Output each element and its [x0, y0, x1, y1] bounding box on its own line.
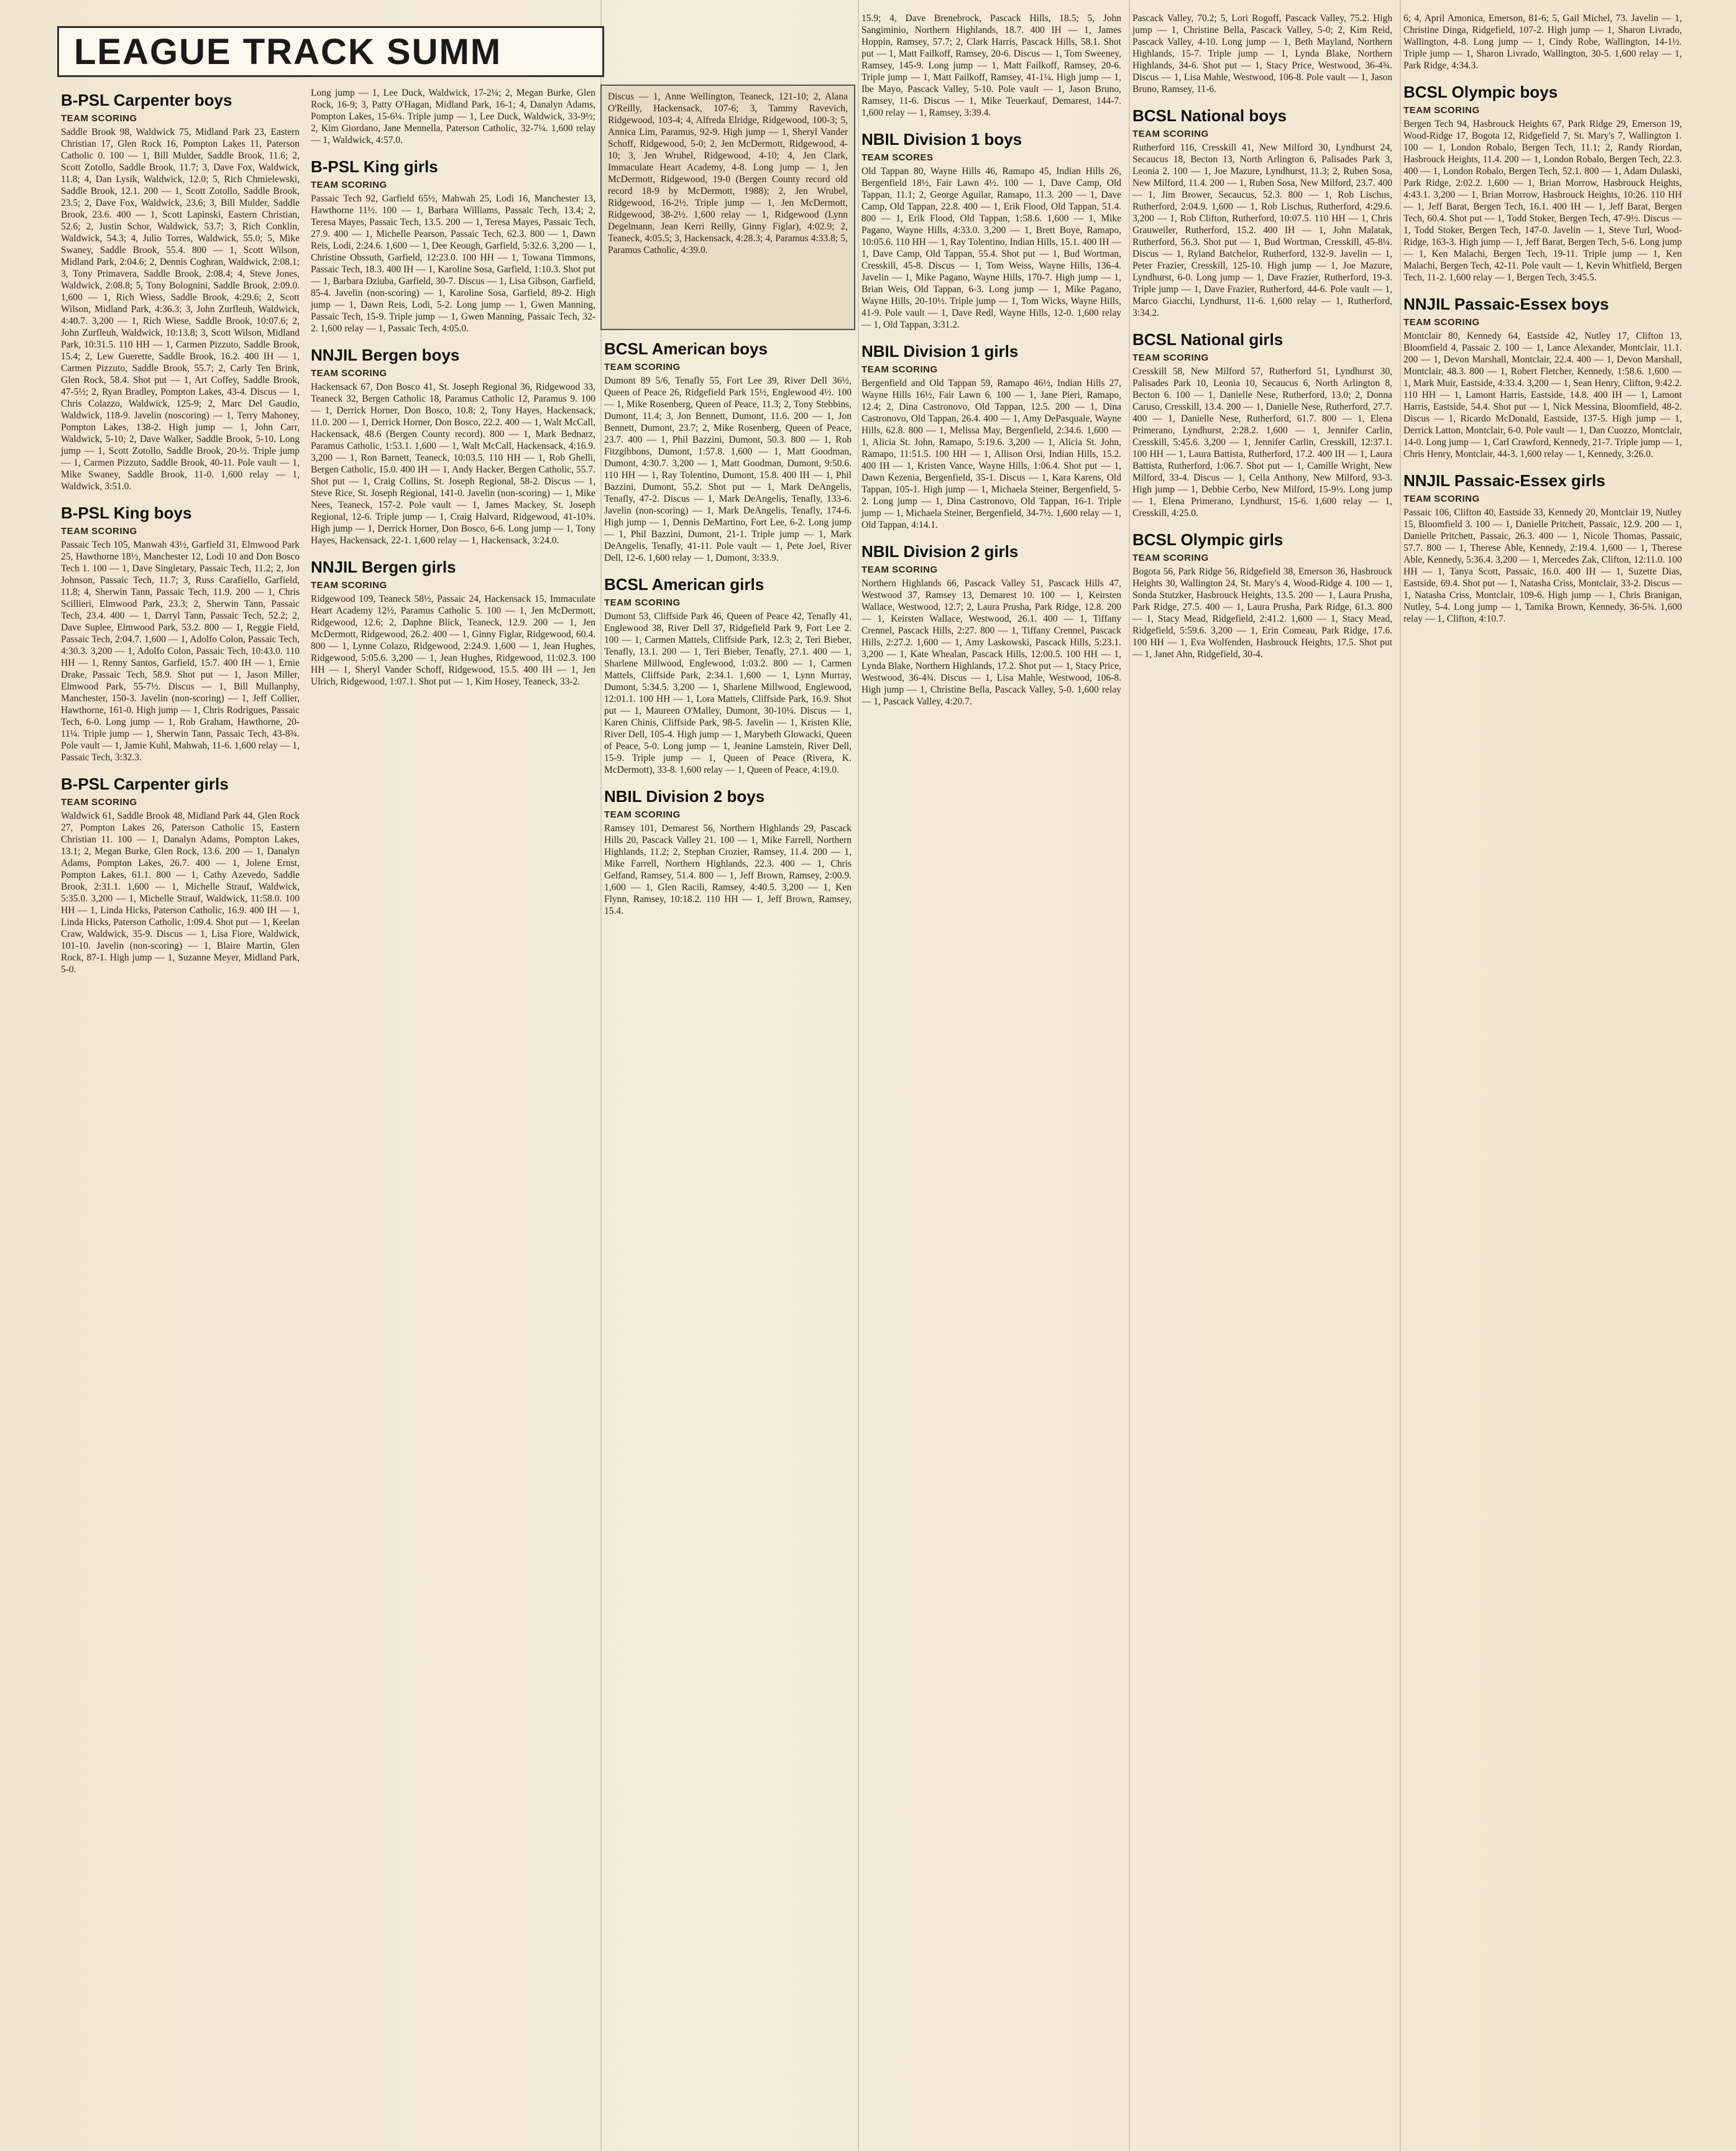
column-4: [858, 12, 1125, 2126]
results-text: Bergenfield and Old Tappan 59, Ramapo 46½, Indian Hills 27, Wayne Hills 16½, Fair Lawn 6. 100 — 1, Jane Pieri, Ramapo, 12.4; 2, Dina Castronovo, Old Tappan, 12.5. 200 — 1, Dina Castronovo, Old Tappan, 26.4. 400 — 1, Amy DePasquale, Wayne Hills, 62.8. 800 — 1, Melissa May, Bergenfield, 2:34.6. 1,600 — 1, Alicia St. John, Ramapo, 5:19.6. 3,200 — 1, Alicia St. John, Ramapo, 11:51.5. 100 HH — 1, Allison Orsi, Indian Hills, 15.2. 400 IH — 1, Kristen Vance, Wayne Hills, 1:06.4. Shot put — 1, Dawn Kezenia, Bergenfield, 35-1. Discus — 1, Kara Karens, Old Tappan, 105-1. High jump — 1, Michaela Steiner, Bergenfield, 5-2. Long jump — 1, Dina Castronovo, Old Tappan, 16-1. Triple jump — 1, Michaela Steiner, Bergenfield, 34-7½. 1,600 relay — 1, Old Tappan, 4:14.1.: [861, 378, 1121, 530]
results-text: 6; 4, April Amonica, Emerson, 81-6; 5, Gail Michel, 73. Javelin — 1, Christine Dinga, Ridgefield, 107-2. High jump — 1, Sharon Livrado, Wallington, 4-8. Long jump — 1, Cindy Robe, Wallington, 14-1½. Triple jump — 1, Sharon Livrado, Wallington, 30-5. 1,600 relay — 1, Park Ridge, 4:34.3.: [1403, 13, 1682, 71]
section-heading: B-PSL Carpenter girls: [61, 775, 229, 793]
section-heading: NBIL Division 2 boys: [604, 787, 765, 806]
results-section: [861, 342, 1121, 531]
section-subheading: TEAM SCORING: [604, 597, 681, 608]
section-heading: BCSL Olympic boys: [1403, 83, 1558, 101]
section-subheading: TEAM SCORING: [311, 580, 387, 591]
results-text: Hackensack 67, Don Bosco 41, St. Joseph Regional 36, Ridgewood 33, Teaneck 32, Bergen Catholic 18, Paramus Catholic 12, Paramus 9. 100 — 1, Derrick Horner, Don Bosco, 10.8; 2, Tony Hayes, Hackensack, 11.0. 200 — 1, Derrick Horner, Don Bosco, 22.2. 400 — 1, Walt McCall, Hackensack, 48.6 (Bergen County record). 800 — 1, Mark Bednarz, Paramus Catholic, 1:53.1. 1,600 — 1, Walt McCall, Hackensack, 4:16.9. 3,200 — 1, Ron Barnett, Teaneck, 10:03.5. 110 HH — 1, Rob Ghelli, Bergen Catholic, 15.0. 400 IH — 1, Andy Hacker, Bergen Catholic, 55.7. Shot put — 1, Craig Collins, St. Joseph Regional, 58-2. Discus — 1, Steve Rice, St. Joseph Regional, 141-0. Javelin (non-scoring) — 1, Mike Nees, Teaneck, 157-2. Pole vault — 1, James Mackey, St. Joseph Regional, 12-6. Triple jump — 1, Craig Halvard, Ridgewood, 41-10¾. High jump — 1, Derrick Horner, Don Bosco, 6-6. Long jump — 1, Tony Hayes, Hackensack, 22-1. 1,600 relay — 1, Hackensack, 3:24.0.: [311, 382, 595, 546]
results-text: Old Tappan 80, Wayne Hills 46, Ramapo 45, Indian Hills 26, Bergenfield 18½, Fair Lawn 4½. 100 — 1, Dave Camp, Old Tappan, 11.1; 2, George Aguilar, Ramapo, 11.3. 200 — 1, Dave Camp, Old Tappan, 22.8. 400 — 1, Erik Flood, Old Tappan, 51.4. 800 — 1, Erik Flood, Old Tappan, 1:58.6. 1,600 — 1, Mike Pagano, Wayne Hills, 4:33.0. 3,200 — 1, Brett Boye, Ramapo, 10:05.6. 110 HH — 1, Ray Tolentino, Indian Hills, 15.1. 400 IH — 1, Dave Camp, Old Tappan, 55.4. Shot put — 1, Bud Wortman, Cresskill, 45-8. Discus — 1, Tom Weiss, Wayne Hills, 136-4. Javelin — 1, Mike Pagano, Wayne Hills, 170-7. High jump — 1, Brian Weis, Old Tappan, 6-3. Long jump — 1, Mike Pagano, Wayne Hills, 20-10½. Triple jump — 1, Tom Wicks, Wayne Hills, 41-9. Pole vault — 1, Dave Redl, Wayne Hills, 12-0. 1,600 relay — 1, Old Tappan, 3:31.2.: [861, 166, 1121, 330]
section-heading: BCSL National boys: [1132, 106, 1287, 125]
results-section: [1132, 330, 1392, 519]
results-text: Saddle Brook 98, Waldwick 75, Midland Park 23, Eastern Christian 17, Glen Rock 16, Pompton Lakes 11, Paterson Catholic 0. 100 — 1, Bill Mulder, Saddle Brook, 11.6; 2, Scott Zotollo, Saddle Brook, 11.7; 3, Dave Fox, Waldwick, 11.8; 4, Dan Lysik, Waldwick, 12.0; 5, Rich Chmielewski, Saddle Brook, 12.1. 200 — 1, Scott Zotollo, Saddle Brook, 23.5; 2, Dave Fox, Waldwick, 23.6; 3, Bill Mulder, Saddle Brook, 23.6. 400 — 1, Scott Lapinski, Eastern Christian, 52.6; 2, Justin Schor, Waldwick, 53.7; 3, Rich Conklin, Waldwick, 54.3; 4, Julio Torres, Waldwick, 55.0; 5, Mike Swaney, Saddle Brook, 55.4. 800 — 1, Scott Wilson, Midland Park, 2:04.6; 2, Dennis Coghran, Waldwick, 2:08.1; 3, Tony Primavera, Saddle Brook, 2:08.4; 4, Steve Jones, Waldwick, 2:08.8; 5, Tony Bolognini, Saddle Brook, 2:09.0. 1,600 — 1, Rich Wiess, Saddle Brook, 4:29.6; 2, Scott Wilson, Midland Park, 4:36.3; 3, John Zurfleuh, Waldwick, 4:40.7. 3,200 — 1, Rich Wiese, Saddle Brook, 10:07.6; 2, John Zurfleuh, Waldwick, 10:13.8; 3, Scott Wilson, Midland Park, 10:31.5. 110 HH — 1, Carmen Pizzuto, Saddle Brook, 15.4; 2, Lew Guerette, Saddle Brook, 16.2. 400 IH — 1, Carmen Pizzuto, Saddle Brook, 55.7; 2, Carly Ten Brink, Glen Rock, 58.4. Shot put — 1, Art Coffey, Saddle Brook, 47-5½; 2, Ryan Bradley, Pompton Lakes, 43-4. Discus — 1, Chris Colazzo, Waldwick, 125-9; 2, Marc Del Gaudio, Waldwick, 118-9. Javelin (noscoring) — 1, Terry Mahoney, Pompton Lakes, 138-2. High jump — 1, John Carr, Waldwick, 5-10; 2, Dave Walker, Saddle Brook, 5-10. Long jump — 1, Scott Zotollo, Saddle Brook, 20-½. Triple jump — 1, Carmen Pizzuto, Saddle Brook, 40-11. Pole vault — 1, Mike Swaney, Saddle Brook, 11-0. 1,600 relay — 1, Waldwick, 3:51.0.: [61, 127, 300, 492]
section-heading: BCSL Olympic girls: [1132, 530, 1284, 549]
results-section: [1403, 471, 1682, 625]
results-section: [604, 787, 852, 917]
results-section: [311, 558, 595, 688]
results-text: Montclair 80, Kennedy 64, Eastside 42, Nutley 17, Clifton 13, Bloomfield 4, Passaic 2. 100 — 1, Lance Alexander, Montclair, 11.1. 200 — 1, Devon Marshall, Montclair, 22.4. 400 — 1, Devon Marshall, Montclair, 48.3. 800 — 1, Robert Fletcher, Kennedy, 1:58.6. 1,600 — 1, Mark Muir, Eastside, 4:33.4. 3,200 — 1, Sean Henry, Clifton, 9:42.2. 110 HH — 1, Lamont Harris, Eastside, 14.8. 400 IH — 1, Lamont Harris, Eastside, 54.4. Shot put — 1, Nick Messina, Bloomfield, 48-2. Discus — 1, Ricardo McDonald, Eastside, 137-5. High jump — 1, Derrick Latton, Montclair, 6-0. Pole vault — 1, Dan Cuozzo, Montclair, 14-0. Long jump — 1, Carl Crawford, Kennedy, 21-7. Triple jump — 1, Chris Henry, Montclair, 44-3. 1,600 relay — 1, Kennedy, 3:26.0.: [1403, 331, 1682, 459]
results-text: Bergen Tech 94, Hasbrouck Heights 67, Park Ridge 29, Emerson 19, Wood-Ridge 17, Bogota 12, Ridgefield 7, St. Mary's 7, Wallington 1. 100 — 1, London Robalo, Bergen Tech, 11.1; 2, Randy Riordan, Hasbrouck Heights, 11.4. 200 — 1, London Robalo, Bergen Tech, 22.3. 400 — 1, London Robalo, Bergen Tech, 52.1. 800 — 1, Adam Dulaski, Park Ridge, 2:02.2. 1,600 — 1, Brian Morrow, Hasbrouck Heights, 4:43.1. 3,200 — 1, Brian Morrow, Hasbrouck Heights, 10:26. 110 HH — 1, Jeff Barat, Bergen Tech, 16.1. 400 IH — 1, Jeff Barat, Bergen Tech, 60.4. Shot put — 1, Todd Stoker, Bergen Tech, 47-9½. Discus — 1, Todd Stoker, Bergen Tech, 147-0. Javelin — 1, Steve Turl, Wood-Ridge, 163-3. High jump — 1, Jeff Barat, Bergen Tech, 5-6. Long jump — 1, Ken Malachi, Bergen Tech, 19-11. Triple jump — 1, Ken Malachi, Bergen Tech, 42-11. Pole vault — 1, Kevin Whitfield, Bergen Tech, 11-2. 1,600 relay — 1, Bergen Tech, 3:45.5.: [1403, 119, 1682, 283]
results-text: Passaic Tech 92, Garfield 65½, Mahwah 25, Lodi 16, Manchester 13, Hawthorne 11½. 100 — 1, Barbara Williams, Passaic Tech, 13.4; 2, Teresa Mayes, Passaic Tech, 13.5. 200 — 1, Teresa Mayes, Passaic Tech, 27.9. 400 — 1, Michelle Pearson, Passaic Tech, 62.3. 800 — 1, Dawn Reis, Lodi, 2:24.6. 1,600 — 1, Dee Keough, Garfield, 5:32.6. 3,200 — 1, Christine Obssuth, Garfield, 12:23.0. 100 HH — 1, Towana Timmons, Passaic Tech, 18.3. 400 IH — 1, Karoline Sosa, Garfield, 1:10.3. Shot put — 1, Barbara Dziuba, Garfield, 30-7. Discus — 1, Lisa Gibson, Garfield, 85-4. Javelin (non-scoring) — 1, Karoline Sosa, Garfield, 89-2. High jump — 1, Dawn Reis, Lodi, 5-2. Long jump — 1, Gwen Manning, Passaic Tech, 15-9. Triple jump — 1, Gwen Manning, Passaic Tech, 32-2. 1,600 relay — 1, Passaic Tech, 4:05.0.: [311, 193, 595, 334]
results-text: Ramsey 101, Demarest 56, Northern Highlands 29, Pascack Hills 20, Pascack Valley 21. 100 — 1, Mike Farrell, Northern Highlands, 11.2; 2, Stephan Crozier, Ramsey, 11.4. 200 — 1, Mike Farrell, Northern Highlands, 22.3. 400 — 1, Chris Gelfand, Ramsey, 51.4. 800 — 1, Jeff Brown, Ramsey, 2:00.9. 1,600 — 1, Glen Racili, Ramsey, 4:40.5. 3,200 — 1, Ken Flynn, Ramsey, 10:18.2. 110 HH — 1, Jeff Brown, Ramsey, 15.4.: [604, 823, 852, 916]
section-subheading: TEAM SCORING: [861, 364, 938, 375]
section-subheading: TEAM SCORING: [61, 113, 137, 124]
section-heading: BCSL National girls: [1132, 330, 1284, 349]
results-text: Dumont 53, Cliffside Park 46, Queen of Peace 42, Tenafly 41, Englewood 38, River Dell 37, Ridgefield Park 9, Fort Lee 2. 100 — 1, Carmen Mattels, Cliffside Park, 12.3; 2, Teri Bieber, Tenafly, 13.1. 200 — 1, Teri Bieber, Tenafly, 27.1. 400 — 1, Sharlene Millwood, Englewood, 1:03.2. 800 — 1, Carmen Mattels, Cliffside Park, 2:34.1. 1,600 — 1, Lynn Murray, Dumont, 5:34.5. 3,200 — 1, Sharlene Millwood, Englewood, 12:01.1. 100 HH — 1, Lora Mattels, Cliffside Park, 16.9. Shot put — 1, Maureen O'Malley, Dumont, 30-10¼. Discus — 1, Karen Chinis, Cliffside Park, 98-5. Javelin — 1, Kristen Klie, River Dell, 105-4. High jump — 1, Marybeth Glowacki, Queen of Peace, 5-0. Long jump — 1, Jeanine Lamstein, River Dell, 15-9. Triple jump — 1, Queen of Peace (Rivera, K. McDermott), 33-8. 1,600 relay — 1, Queen of Peace, 4:19.0.: [604, 611, 852, 775]
section-heading: NNJIL Passaic-Essex boys: [1403, 295, 1609, 313]
results-text: Northern Highlands 66, Pascack Valley 51, Pascack Hills 47, Westwood 37, Ramsey 13, Demarest 10. 100 — 1, Keirsten Wallace, Westwood, 12.7; 2, Laura Prusha, Park Ridge, 12.8. 200 — 1, Keirsten Wallace, Westwood, 26.1. 400 — 1, Tiffany Crennel, Pascack Hills, 2:27. 800 — 1, Tiffany Crennel, Pascack Hills, 2:27.2. 1,600 — 1, Amy Laskowski, Pascack Hills, 5:23.1. 3,200 — 1, Kate Whealan, Pascack Hills, 12:00.5. 100 HH — 1, Lynda Blake, Northern Highlands, 17.2. Shot put — 1, Stacy Price, Westwood, 36-4¾. Discus — 1, Lisa Mahle, Westwood, 106-8. High jump — 1, Christine Bella, Pascack Valley, 5-0. 1,600 relay — 1, Pascack Valley, 4:20.7.: [861, 578, 1121, 707]
section-subheading: TEAM SCORING: [604, 362, 681, 372]
section-heading: NNJIL Bergen boys: [311, 346, 460, 364]
results-section: [861, 542, 1121, 707]
boxed-results-text: Discus — 1, Anne Wellington, Teaneck, 121-10; 2, Alana O'Reilly, Hackensack, 107-6; 3, Tammy Ravevich, Ridgewood, 103-4; 4, Alfreda Elridge, Ridgewood, 100-3; 5, Annica Lim, Paramus, 92-9. High jump — 1, Sheryl Vander Schoff, Ridgewood, 5-0; 2, Jen McDermott, Ridgewood, 4-10; 3, Jen Wrubel, Ridgewood, 4-10; 4, Jen Clark, Immaculate Heart Academy, 4-8. Long jump — 1, Jen McDermott, Ridgewood, 19-0 (Bergen County record old record 18-9 by McDermott, 1988); 2, Jen Wrubel, Ridgewood, 16-2½. Triple jump — 1, Jen McDermott, Ridgewood, 38-2½. 1,600 relay — 1, Ridgewood (Lynn Degelmann, Jean Kerri Reilly, Ginny Figlar), 4:02.9; 2, Teaneck, 4:05.5; 3, Hackensack, 4:28.3; 4, Paramus 4:33.8; 5, Paramus Catholic, 4:39.0.: [608, 91, 848, 256]
results-text: Rutherford 116, Cresskill 41, New Milford 30, Lyndhurst 24, Secaucus 18, Becton 13, North Arlington 6, Palisades Park 3, Leonia 2. 100 — 1, Joe Mazure, Lyndhurst, 11.3; 2, Ruben Sosa, New Milford, 11.4. 200 — 1, Ruben Sosa, New Milford, 23.7. 400 — 1, Jim Brower, Secaucus, 52.3. 800 — 1, Rob Lischus, Rutherford, 2:04.9. 1,600 — 1, Rob Lischus, Rutherford, 4:29.6. 3,200 — 1, Rob Clifton, Rutherford, 10:07.5. 110 HH — 1, Chris Grauweiler, Rutherford, 15.2. 400 IH — 1, John Malatak, Rutherford, 56.3. Shot put — 1, Bud Wortman, Cresskill, 45-8¼. Discus — 1, Ryland Batchelor, Rutherford, 132-9. Javelin — 1, Peter Frazier, Cresskill, 125-10. High jump — 1, Joe Mazure, Lyndhurst, 6-0. Long jump — 1, Dave Frazier, Rutherford, 19-3. Triple jump — 1, Dave Frazier, Rutherford, 44-6. Pole vault — 1, Marco Giacchi, Lyndhurst, 11-6. 1,600 relay — 1, Rutherford, 3:34.2.: [1132, 142, 1392, 318]
results-section: [604, 339, 852, 564]
section-subheading: TEAM SCORING: [1132, 553, 1209, 563]
section-subheading: TEAM SCORING: [1132, 352, 1209, 363]
section-subheading: TEAM SCORING: [61, 797, 137, 808]
page-banner-title: LEAGUE TRACK SUMM: [57, 26, 604, 77]
results-section: [1132, 12, 1392, 95]
results-section: [61, 91, 300, 492]
results-section: [861, 130, 1121, 331]
results-text: Bogota 56, Park Ridge 56, Ridgefield 38, Emerson 36, Hasbrouck Heights 30, Wallington 24, St. Mary's 4, Wood-Ridge 4. 100 — 1, Sonda Stutzker, Hasbrouck Heights, 13.5. 200 — 1, Laura Prusha, Park Ridge, 27.5. 400 — 1, Laura Prusha, Park Ridge, 61.3. 800 — 1, Stacy Mead, Ridgefield, 2:41.2. 1,600 — 1, Stacy Mead, Ridgefield, 5:59.6. 3,200 — 1, Erin Comeau, Park Ridge, 17.6. 100 HH — 1, Eva Wolfenden, Hasbrouck Heights, 17.5. Shot put — 1, Janet Ahn, Ridgefield, 30-4.: [1132, 566, 1392, 660]
results-text: Pascack Valley, 70.2; 5, Lori Rogoff, Pascack Valley, 75.2. High jump — 1, Christine Bella, Pascack Valley, 5-0; 2, Kim Reid, Pascack Valley, 4-10. Long jump — 1, Beth Mayland, Northern Highlands, 15-7. Triple jump — 1, Lynda Blake, Northern Highlands, 34-6. Shot put — 1, Stacy Price, Westwood, 36-4¾. Discus — 1, Lisa Mahle, Westwood, 106-8. Pole vault — 1, Jason Bruno, Ramsey, 11-6.: [1132, 13, 1392, 94]
section-heading: NBIL Division 1 boys: [861, 130, 1022, 149]
section-subheading: TEAM SCORING: [1403, 317, 1480, 328]
results-text: Ridgewood 109, Teaneck 58½, Passaic 24, Hackensack 15, Immaculate Heart Academy 12½, Paramus Catholic 5. 100 — 1, Jen McDermott, Ridgewood, 12.6; 2, Daphne Blick, Teaneck, 12.9. 200 — 1, Jen McDermott, Ridgewood, 26.2. 400 — 1, Ginny Figlar, Ridgewood, 60.4. 800 — 1, Lynne Colazo, Ridgewood, 2:24.9. 1,600 — 1, Jean Hughes, Ridgewood, 5:05.6. 3,200 — 1, Jean Hughes, Ridgewood, 11:02.3. 100 HH — 1, Sheryl Vander Schoff, Ridgewood, 15.5. 400 IH — 1, Jen Ulrich, Ridgewood, 1:07.1. Shot put — 1, Kim Hosey, Teaneck, 33-2.: [311, 594, 595, 687]
results-section: [311, 87, 595, 146]
results-text: Waldwick 61, Saddle Brook 48, Midland Park 44, Glen Rock 27, Pompton Lakes 26, Paterson Catholic 15, Eastern Christian 11. 100 — 1, Danalyn Adams, Pompton Lakes, 13.1; 2, Megan Burke, Glen Rock, 13.6. 200 — 1, Danalyn Adams, Pompton Lakes, 26.7. 400 — 1, Jolene Ernst, Pompton Lakes, 61.1. 800 — 1, Cathy Azevedo, Saddle Brook, 2:31.1. 1,600 — 1, Michelle Strauf, Waldwick, 5:35.0. 3,200 — 1, Michelle Strauf, Waldwick, 11:58.0. 100 HH — 1, Linda Hicks, Paterson Catholic, 16.9. 400 IH — 1, Linda Hicks, Paterson Catholic, 1:09.4. Shot put — 1, Keelan Craw, Waldwick, 35-9. Discus — 1, Lisa Fiore, Waldwick, 101-10. Javelin (non-scoring) — 1, Blaire Martin, Glen Rock, 87-1. High jump — 1, Suzanne Meyer, Midland Park, 5-0.: [61, 811, 300, 975]
boxed-results-insert: [600, 85, 855, 330]
results-section: [1403, 12, 1682, 71]
section-subheading: TEAM SCORING: [311, 368, 387, 379]
section-subheading: TEAM SCORING: [311, 180, 387, 190]
column-3: [600, 336, 855, 2126]
results-section: [1132, 530, 1392, 660]
results-section: [1132, 106, 1392, 319]
results-text: 15.9; 4, Dave Brenebrock, Pascack Hills, 18.5; 5, John Sangiminio, Northern Highlands, 18.7. 400 IH — 1, James Hoppin, Ramsey, 57.7; 2, Clark Harris, Pascack Hills, 58.1. Shot put — 1, Matt Failkoff, Ramsey, 20-6. Discus — 1, Tom Sweeney, Ramsey, 145-9. Long jump — 1, Matt Failkoff, Ramsey, 20-6. Triple jump — 1, Matt Failkoff, Ramsey, 41-1¼. High jump — 1, Ibe Mayo, Pascack Valley, 5-10. Pole vault — 1, Jason Bruno, Ramsey, 11-6. Discus — 1, Mike Teuerkauf, Demarest, 144-7. 1,600 relay — 1, Ramsey, 3:39.4.: [861, 13, 1121, 118]
section-heading: BCSL American girls: [604, 575, 765, 594]
results-section: [61, 775, 300, 975]
section-heading: NBIL Division 2 girls: [861, 542, 1019, 561]
column-1: [57, 87, 303, 2126]
results-text: Long jump — 1, Lee Duck, Waldwick, 17-2¼; 2, Megan Burke, Glen Rock, 16-9; 3, Patty O'Hagan, Midland Park, 16-1; 4, Danalyn Adams, Pompton Lakes, 15-6¼. Triple jump — 1, Lee Duck, Waldwick, 33-9½; 2, Kim Giordano, Jane Mennella, Paterson Catholic, 32-7¼. 1,600 relay — 1, Waldwick, 4:57.0.: [311, 88, 595, 145]
section-subheading: TEAM SCORING: [604, 809, 681, 820]
results-section: [311, 346, 595, 546]
results-section: [604, 575, 852, 776]
section-subheading: TEAM SCORING: [1403, 105, 1480, 116]
results-text: Dumont 89 5/6, Tenafly 55, Fort Lee 39, River Dell 36½, Queen of Peace 26, Ridgefield Park 15½, Englewood 4½. 100 — 1, Mike Rosenberg, Queen of Peace, 11.3; 2, Tony Stebbins, Dumont, 11.4; 3, Jon Bennett, Dumont, 11.6. 200 — 1, Jon Bennett, Dumont, 23.7; 2, Mike Rosenberg, Queen of Peace, 23.7. 400 — 1, Phil Bazzini, Dumont, 50.3. 800 — 1, Rob Fitzgibbons, Dumont, 1:57.8. 1,600 — 1, Matt Goodman, Dumont, 4:30.7. 3,200 — 1, Matt Goodman, Dumont, 9:50.6. 110 HH — 1, Ray Tolentino, Dumont, 15.8. 400 IH — 1, Phil Bazzini, Dumont, 55.2. Shot put — 1, Mark DeAngelis, Tenafly, 47-2. Discus — 1, Mark DeAngelis, Tenafly, 133-6. Javelin (non-scoring) — 1, Mark DeAngelis, Tenafly, 174-6. High jump — 1, Dennis DeMartino, Fort Lee, 6-2. Long jump — 1, Phil Bazzini, Dumont, 21-1. Triple jump — 1, Mark DeAngelis, Tenafly, 41-11. Pole vault — 1, Pete Joel, River Dell, 12-6. 1,600 relay — 1, Dumont, 3:33.9.: [604, 375, 852, 563]
results-section: [311, 157, 595, 334]
section-subheading: TEAM SCORING: [1132, 129, 1209, 139]
column-2: [307, 87, 599, 2126]
section-subheading: TEAM SCORING: [61, 526, 137, 537]
section-heading: B-PSL King girls: [311, 157, 438, 176]
section-subheading: TEAM SCORES: [861, 152, 934, 163]
results-section: [861, 12, 1121, 119]
section-heading: BCSL American boys: [604, 339, 768, 358]
section-subheading: TEAM SCORING: [1403, 494, 1480, 504]
section-heading: NBIL Division 1 girls: [861, 342, 1019, 361]
section-subheading: TEAM SCORING: [861, 564, 938, 575]
section-heading: B-PSL King boys: [61, 504, 192, 522]
results-section: [61, 504, 300, 763]
results-text: Passaic 106, Clifton 40, Eastside 33, Kennedy 20, Montclair 19, Nutley 15, Bloomfield 3. 100 — 1, Danielle Pritchett, Passaic, 12.9. 200 — 1, Danielle Pritchett, Passaic, 26.3. 400 — 1, Nicole Thomas, Passaic, 57.7. 800 — 1, Therese Able, Kennedy, 2:19.4. 1,600 — 1, Therese Able, Kennedy, 5:36.4. 3,200 — 1, Mercedes Zak, Clifton, 12:11.0. 100 HH — 1, Tanya Scott, Passaic, 16.0. 400 IH — 1, Suzette Dias, Eastside, 69.4. Shot put — 1, Natasha Criss, Montclair, 33-2. Discus — 1, Natasha Criss, Montclair, 109-6. High jump — 1, Chris Branigan, Nutley, 5-4. Long jump — 1, Tamika Brown, Kennedy, 36-5¾. 1,600 relay — 1, Clifton, 4:10.7.: [1403, 507, 1682, 624]
section-heading: NNJIL Passaic-Essex girls: [1403, 471, 1605, 490]
column-5: [1129, 12, 1396, 2126]
results-text: Passaic Tech 105, Manwah 43½, Garfield 31, Elmwood Park 25, Hawthorne 18½, Manchester 12, Lodi 10 and Don Bosco Tech 1. 100 — 1, Dave Singletary, Passaic Tech, 11.2; 2, Jon Johnson, Passaic Tech, 11.7; 3, Russ Carafiello, Garfield, 11.8; 4, Sherwin Tann, Passaic Tech, 11.9. 200 — 1, Chris Scillieri, Elmwood Park, 23.3; 2, Sherwin Tann, Passaic Tech, 23.4. 400 — 1, Darryl Tann, Passaic Tech, 52.2; 2, Dave Suplee, Elmwood Park, 53.2. 800 — 1, Reggie Field, Passaic Tech, 2:04.7. 1,600 — 1, Adolfo Colon, Passaic Tech, 4:30.3. 3,200 — 1, Adolfo Colon, Passaic Tech, 10:43.0. 110 HH — 1, Renny Santos, Garfield, 15.7. 400 IH — 1, Ernie Drake, Passaic Tech, 58.9. Shot put — 1, Jason Miller, Elmwood Park, 55-7½. Discus — 1, Bill Mullanphy, Manchester, 150-3. Javelin (non-scoring) — 1, Jeff Collier, Hawthorne, 161-0. High jump — 1, Chris Rodrigues, Passaic Tech, 6-0. Long jump — 1, Rob Graham, Hawthorne, 20-11¼. Triple jump — 1, Sherwin Tann, Passaic Tech, 43-8¾. Pole vault — 1, Jamie Kuhl, Mahwah, 11-6. 1,600 relay — 1, Passaic Tech, 3:32.3.: [61, 540, 300, 763]
section-heading: B-PSL Carpenter boys: [61, 91, 232, 109]
results-text: Cresskill 58, New Milford 57, Rutherford 51, Lyndhurst 30, Palisades Park 10, Leonia 10, Secaucus 6, North Arlington 8, Becton 6. 100 — 1, Danielle Nese, Rutherford, 13.0; 2, Donna Caruso, Cresskill, 13.4. 200 — 1, Danielle Nese, Rutherford, 27.7. 400 — 1, Danielle Nese, Rutherford, 61.7. 800 — 1, Elena Primerano, Lyndhurst, 2:28.2. 1,600 — 1, Jennifer Carlin, Cresskill, 5:45.6. 3,200 — 1, Jennifer Carlin, Cresskill, 12:37.1. 100 HH — 1, Laura Battista, Rutherford, 17.2. 400 IH — 1, Laura Battista, Rutherford, 1:06.7. Shot put — 1, Camille Wright, New Milford, 33-4. Discus — 1, Ceila Anthony, New Milford, 93-3. High jump — 1, Debbie Cerbo, New Milford, 15-9½. Long jump — 1, Elena Primerano, Lyndhurst, 15-6. 1,600 relay — 1, Cresskill, 4:25.0.: [1132, 366, 1392, 518]
results-section: [1403, 295, 1682, 460]
section-heading: NNJIL Bergen girls: [311, 558, 456, 576]
results-section: [1403, 83, 1682, 283]
column-6: [1400, 12, 1686, 2126]
